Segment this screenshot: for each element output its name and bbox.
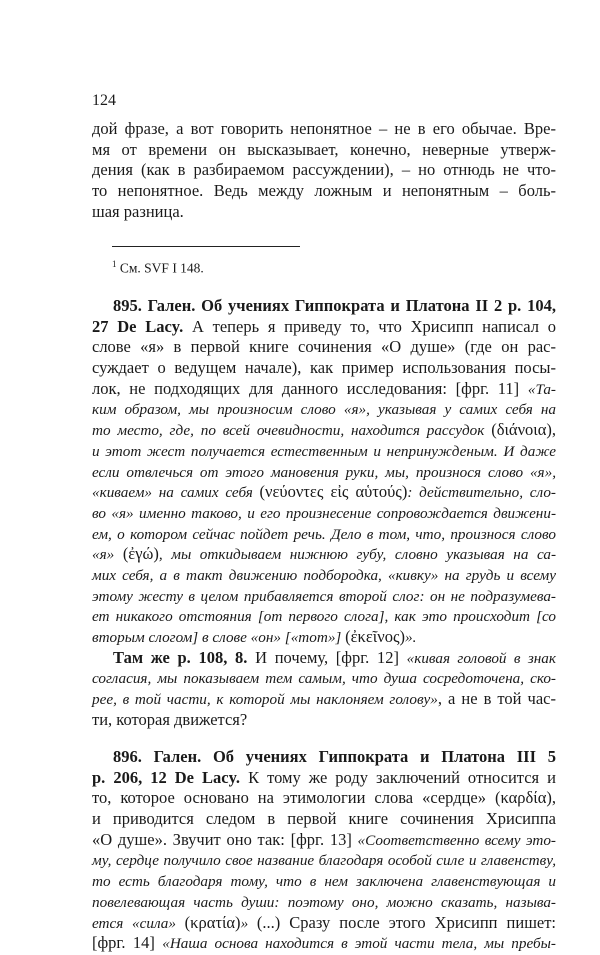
- italic-quote-text: этому жесту в целом прибавляется второй слог: он не подразумева-: [92, 587, 556, 605]
- body-text: И почему, [фрг. 12]: [247, 647, 407, 667]
- italic-quote-text: : действительно, сло-: [407, 484, 556, 502]
- italic-quote-text: если отвлечься от этого мановения руки, мы, произнося слово «я»,: [92, 463, 556, 481]
- text-line: [92, 871, 556, 892]
- text-line: [92, 119, 556, 140]
- text-line: [92, 565, 556, 586]
- text-line: [92, 809, 556, 830]
- italic-quote-text: вторым слогом] в слове «он» [«тот»]: [92, 629, 346, 646]
- italic-quote-text: «киваем» на самих себя: [92, 484, 260, 502]
- text-line: [92, 892, 556, 913]
- italic-quote-text: во «я» именно таково, и его произнесение сопровождается движени-: [92, 504, 556, 522]
- footnote: [112, 259, 204, 277]
- text-line: [92, 399, 556, 420]
- text-line: [92, 441, 556, 462]
- bold-heading-text: 896. Гален. Об учениях Гиппократа и Платона III 5: [113, 747, 556, 766]
- footnote-mark: 1: [112, 259, 117, 269]
- text-line: [92, 524, 556, 545]
- text-line: [92, 358, 556, 379]
- body-text: «О душе». Звучит оно так: [фрг. 13]: [92, 829, 358, 849]
- text-line: [92, 296, 556, 317]
- text-line: [92, 747, 556, 768]
- italic-quote-text: ким образом, мы произносим слово «я», указывая у самих себя на: [92, 401, 556, 419]
- text-line: [92, 482, 556, 503]
- body-text: то непонятное. Ведь между ложным и непонятным – боль-: [92, 181, 556, 201]
- text-line: [92, 181, 556, 202]
- body-text: [фрг. 14]: [92, 933, 163, 953]
- italic-quote-text: »: [240, 914, 257, 932]
- fragment-896: [92, 747, 556, 954]
- italic-quote-text: , мы откидываем нижнюю губу, словно указывая на са-: [158, 546, 556, 564]
- text-line: [92, 379, 556, 400]
- text-line: [92, 606, 556, 627]
- italic-quote-text: то есть благодаря тому, что в нем заключена главенствующая и: [92, 873, 556, 891]
- footnote-divider: [112, 246, 300, 247]
- italic-quote-text: то место, где, по всей очевидности, находится рассудок: [92, 422, 492, 440]
- body-text: (νεύοντες εἰς αὑτούς): [259, 482, 408, 502]
- page-number: 124: [92, 92, 116, 109]
- footnote-text: См. SVF I 148.: [116, 260, 204, 276]
- body-text: то, которое основано на этимологии слова «сердце» (καρδία),: [92, 788, 556, 808]
- text-line: [92, 160, 556, 181]
- italic-quote-text: ».: [404, 629, 417, 646]
- text-line: [92, 788, 556, 809]
- text-line: [92, 586, 556, 607]
- body-text: ти, которая движется?: [92, 709, 248, 729]
- italic-quote-text: согласия, мы показываем тем самым, что душа сосредоточена, ско-: [92, 670, 556, 688]
- body-text: А теперь я приведу то, что Хрисипп написал о: [183, 316, 556, 336]
- body-text: суждает о ведущем начале), как пример использования посы-: [92, 358, 556, 378]
- text-line: [92, 317, 556, 338]
- italic-quote-text: «я»: [92, 546, 123, 564]
- italic-quote-text: рее, в той части, к которой мы наклоняем голову»: [92, 691, 438, 709]
- body-text: мя от времени он высказывает, конечно, неверные утверж-: [92, 139, 556, 159]
- bold-heading-text: 27 De Lacy.: [92, 316, 184, 336]
- bold-heading-text: 895. Гален. Об учениях Гиппократа и Платона II 2 p. 104,: [113, 296, 556, 315]
- paragraph-continuation: [92, 119, 556, 222]
- text-line: [92, 648, 556, 669]
- text-line: [92, 850, 556, 871]
- italic-quote-text: «Соответственно всему это-: [357, 831, 556, 849]
- bold-heading-text: Там же p. 108, 8.: [113, 647, 248, 667]
- text-line: [92, 768, 556, 789]
- body-text: (κρατία): [184, 912, 241, 932]
- body-text: (διάνοια),: [491, 420, 556, 440]
- text-line: [92, 933, 556, 954]
- italic-quote-text: «Наша основа находится в этой части тела, мы пребы-: [162, 935, 556, 953]
- italic-quote-text: ется «сила»: [92, 914, 185, 932]
- body-text: дения (как в разбираемом рассуждении), – но отнюдь не что-: [92, 160, 556, 180]
- text-line: [92, 337, 556, 358]
- fragment-895: [92, 296, 556, 730]
- italic-quote-text: «Та-: [527, 380, 556, 398]
- italic-quote-text: мих себя, а в такт движению подбородка, «кивку» на грудь и всему: [92, 566, 556, 584]
- body-text: дой фразе, а вот говорить непонятное – не в его обычае. Вре-: [92, 119, 556, 138]
- body-text: (ἐκεῖνος): [345, 627, 405, 646]
- italic-quote-text: ем, о котором сейчас пойдет речь. Дело в том, что, произнося слово: [92, 525, 556, 543]
- italic-quote-text: и этот жест получается естественным и непринужденым. И даже: [92, 442, 556, 460]
- text-line: [92, 830, 556, 851]
- bold-heading-text: p. 206, 12 De Lacy.: [92, 767, 241, 787]
- body-text: К тому же роду заключений относится и: [240, 767, 556, 787]
- text-line: [92, 202, 556, 223]
- italic-quote-text: ет никакого отстояния [от первого слога], как это происходит [со: [92, 608, 556, 626]
- text-line: [92, 668, 556, 689]
- body-text: , а не в той час-: [437, 689, 556, 709]
- body-text: лок, не подходящих для данного исследования: [фрг. 11]: [92, 378, 528, 398]
- italic-quote-text: «кивая головой в знак: [406, 649, 556, 667]
- text-line: [92, 710, 556, 731]
- text-line: [92, 462, 556, 483]
- body-text: шая разница.: [92, 201, 184, 221]
- text-line: [92, 913, 556, 934]
- text-line: [92, 420, 556, 441]
- text-line: [92, 503, 556, 524]
- body-text: (...) Сразу после этого Хрисипп пишет:: [256, 912, 557, 932]
- text-line: [92, 544, 556, 565]
- text-line: [92, 689, 556, 710]
- body-text: и приводится следом в первой книге сочинения Хрисиппа: [92, 809, 556, 829]
- italic-quote-text: повелевающая часть души: поэтому оно, можно сказать, называ-: [92, 893, 556, 911]
- text-line: [92, 627, 556, 648]
- text-line: [92, 140, 556, 161]
- body-text: (ἐγώ): [122, 544, 159, 564]
- italic-quote-text: му, сердце получило свое название благодаря особой силе и главенству,: [92, 852, 556, 870]
- body-text: слове «я» в первой книге сочинения «О душе» (где он рас-: [92, 337, 556, 357]
